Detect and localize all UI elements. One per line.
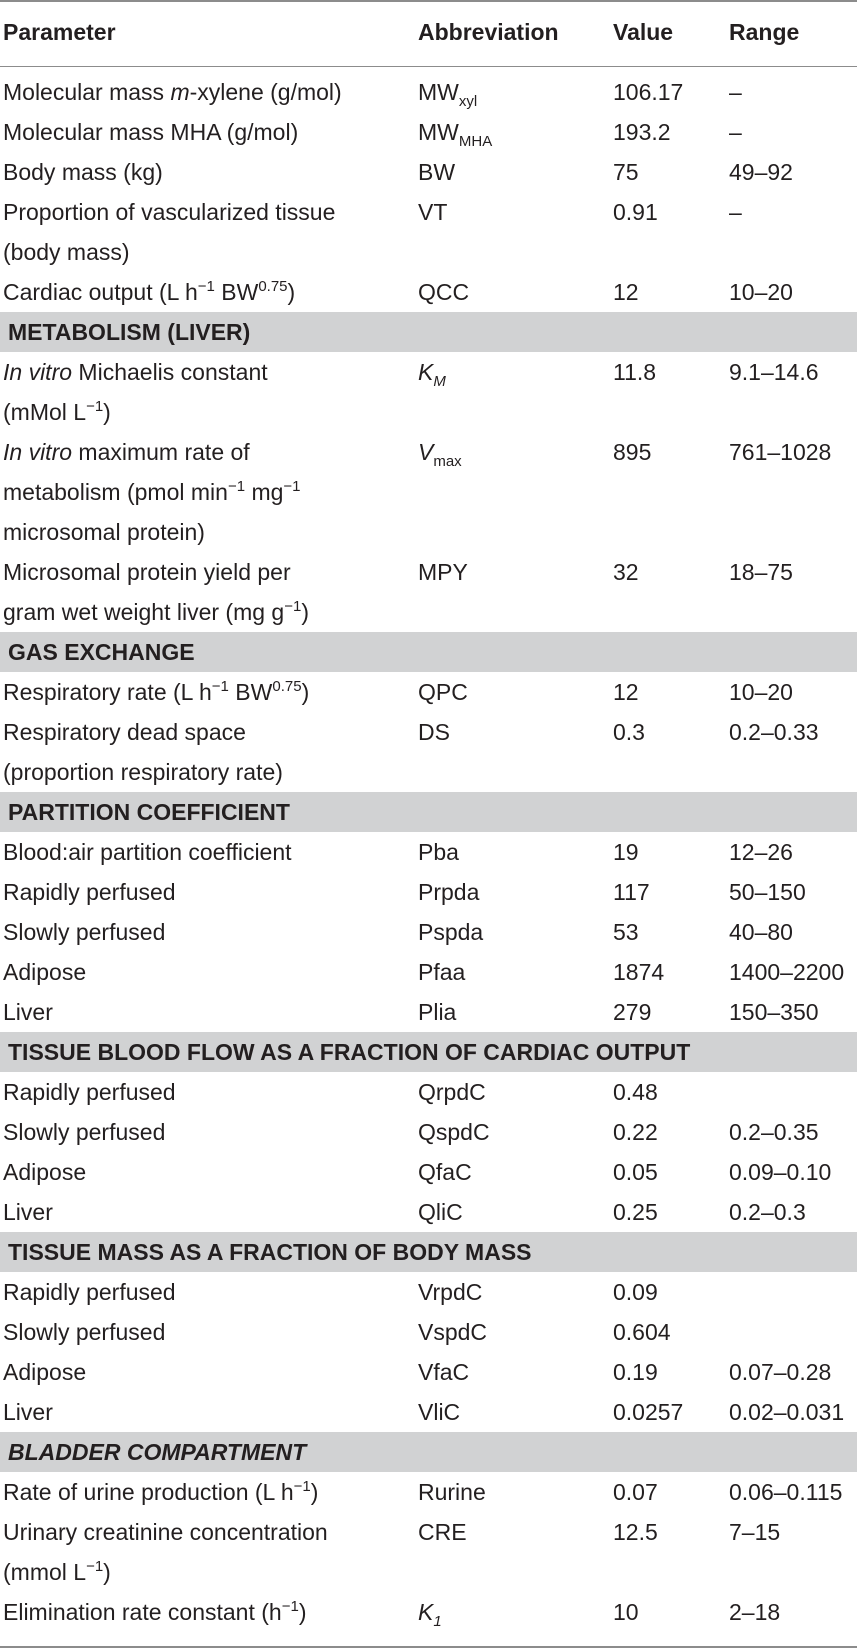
abbreviation-text: QPC [418, 679, 468, 705]
parameter-text: Michaelis constant [72, 359, 268, 385]
range-cell: 0.06–0.115 [729, 1479, 843, 1505]
table-row [0, 432, 857, 552]
parameter-text: ) [103, 1559, 111, 1585]
parameter-italic: m [170, 79, 190, 105]
table-row [0, 1472, 857, 1512]
range-cell: 1400–2200 [729, 959, 845, 985]
parameter-cell [3, 1112, 165, 1152]
parameter-superscript: −1 [283, 478, 301, 495]
range-cell: 40–80 [729, 919, 793, 945]
range-cell: 761–1028 [729, 439, 832, 465]
parameter-text: Adipose [3, 1159, 87, 1185]
parameter-text: Adipose [3, 1359, 87, 1385]
section-header [0, 632, 857, 672]
parameter-text: metabolism (pmol min [3, 479, 228, 505]
table-row [0, 1512, 857, 1592]
parameter-text: Elimination rate constant (h [3, 1599, 282, 1625]
section-title: PARTITION COEFFICIENT [8, 799, 290, 825]
value-cell: 0.604 [613, 1319, 671, 1345]
abbreviation-cell [418, 152, 455, 192]
parameter-text: (mmol L [3, 1559, 87, 1585]
parameter-text: Body mass (kg) [3, 159, 163, 185]
table-row [0, 832, 857, 872]
abbreviation-cell [418, 112, 492, 152]
parameter-superscript: −1 [293, 1478, 311, 1495]
range-cell: – [729, 119, 742, 145]
abbreviation-text: MPY [418, 559, 468, 585]
parameter-text: Proportion of vascularized tissue [3, 199, 336, 225]
abbreviation-cell [418, 192, 447, 232]
abbreviation-text: QfaC [418, 1159, 472, 1185]
header-row [0, 0, 857, 64]
value-cell: 117 [613, 879, 650, 905]
parameter-cell [3, 552, 309, 632]
abbreviation-text: VspdC [418, 1319, 488, 1345]
abbreviation-cell [418, 1192, 463, 1232]
parameter-cell [3, 192, 335, 272]
abbreviation-text: VrpdC [418, 1279, 483, 1305]
parameter-cell [3, 1312, 165, 1352]
parameter-text: Molecular mass MHA (g/mol) [3, 119, 299, 145]
abbreviation-cell [418, 272, 469, 312]
table-row [0, 1592, 857, 1632]
parameter-cell [3, 672, 309, 712]
range-cell: 9.1–14.6 [729, 359, 819, 385]
abbreviation-subscript: 1 [433, 1613, 442, 1630]
parameter-text: maximum rate of [72, 439, 250, 465]
abbreviation-cell [418, 952, 465, 992]
parameter-cell [3, 352, 268, 432]
section-header [0, 792, 857, 832]
parameter-superscript: −1 [86, 1558, 104, 1575]
value-cell: 895 [613, 439, 652, 465]
abbreviation-cell [418, 912, 483, 952]
section-header [0, 1432, 857, 1472]
parameter-cell [3, 152, 163, 192]
header-range: Range [729, 19, 800, 45]
parameter-cell [3, 1152, 86, 1192]
abbreviation-cell [418, 72, 477, 112]
abbreviation-text: DS [418, 719, 450, 745]
parameter-text: (mMol L [3, 399, 87, 425]
parameter-superscript: −1 [197, 278, 215, 295]
abbreviation-cell [418, 1352, 469, 1392]
range-cell: 50–150 [729, 879, 806, 905]
value-cell: 75 [613, 159, 639, 185]
abbreviation-text: VfaC [418, 1359, 470, 1385]
range-cell: 12–26 [729, 839, 793, 865]
parameter-italic: In vitro [3, 359, 73, 385]
parameter-cell [3, 712, 283, 792]
parameter-text: Urinary creatinine concentration [3, 1519, 328, 1545]
table-row [0, 1192, 857, 1232]
table-row [0, 1392, 857, 1432]
value-cell: 0.91 [613, 199, 658, 225]
range-cell: 0.07–0.28 [729, 1359, 832, 1385]
parameter-superscript: −1 [211, 678, 229, 695]
parameter-text: (body mass) [3, 239, 130, 265]
parameter-text: ) [301, 679, 310, 705]
parameter-text: Slowly perfused [3, 1119, 166, 1145]
parameter-cell [3, 1472, 318, 1512]
range-cell: – [729, 79, 742, 105]
table-row [0, 272, 857, 312]
parameter-text: ) [310, 1479, 319, 1505]
parameter-text: gram wet weight liver (mg g [3, 599, 285, 625]
range-cell: – [729, 199, 742, 225]
parameter-cell [3, 1272, 176, 1312]
value-cell: 12 [613, 679, 639, 705]
abbreviation-cell [418, 1072, 486, 1112]
section-title: TISSUE MASS AS A FRACTION OF BODY MASS [8, 1239, 532, 1265]
value-cell: 11.8 [613, 359, 657, 385]
value-cell: 0.09 [613, 1279, 658, 1305]
value-cell: 0.19 [613, 1359, 658, 1385]
value-cell: 0.22 [613, 1119, 658, 1145]
abbreviation-text: Rurine [418, 1479, 486, 1505]
header-value: Value [613, 19, 674, 45]
abbreviation-text: QspdC [418, 1119, 490, 1145]
range-cell: 0.2–0.3 [729, 1199, 806, 1225]
table-row [0, 352, 857, 432]
abbreviation-text: Plia [418, 999, 457, 1025]
parameter-superscript: −1 [86, 398, 104, 415]
parameter-text: Rapidly perfused [3, 1079, 176, 1105]
abbreviation-italic: K [418, 1599, 434, 1625]
parameter-superscript: −1 [281, 1598, 299, 1615]
section-title: TISSUE BLOOD FLOW AS A FRACTION OF CARDIAC OUTPUT [8, 1039, 691, 1065]
abbreviation-italic: V [418, 439, 434, 465]
abbreviation-cell [418, 832, 459, 872]
table-row [0, 712, 857, 792]
value-cell: 53 [613, 919, 639, 945]
range-cell: 0.2–0.35 [729, 1119, 819, 1145]
abbreviation-subscript: M [433, 373, 446, 390]
abbreviation-cell [418, 1272, 482, 1312]
parameter-text: Respiratory rate (L h [3, 679, 212, 705]
section-header [0, 312, 857, 352]
abbreviation-text: BW [418, 159, 456, 185]
abbreviation-cell [418, 352, 446, 392]
parameter-text: Blood:air partition coefficient [3, 839, 292, 865]
parameter-text: ) [298, 1599, 307, 1625]
value-cell: 19 [613, 839, 639, 865]
bottom-rule [0, 1646, 857, 1648]
value-cell: 0.25 [613, 1199, 658, 1225]
range-cell: 0.09–0.10 [729, 1159, 832, 1185]
abbreviation-cell [418, 552, 468, 592]
parameter-text: Cardiac output (L h [3, 279, 198, 305]
parameter-text: Slowly perfused [3, 1319, 166, 1345]
range-cell: 49–92 [729, 159, 793, 185]
table-row [0, 872, 857, 912]
section-title: BLADDER COMPARTMENT [8, 1439, 307, 1465]
value-cell: 279 [613, 999, 652, 1025]
parameter-superscript: −1 [227, 478, 246, 495]
value-cell: 193.2 [613, 119, 671, 145]
abbreviation-cell [418, 1512, 467, 1552]
parameter-text: ) [287, 279, 296, 305]
range-cell: 10–20 [729, 279, 793, 305]
abbreviation-cell [418, 1592, 442, 1632]
table-row [0, 992, 857, 1032]
table-row [0, 552, 857, 632]
parameter-cell [3, 272, 295, 312]
table-row [0, 952, 857, 992]
parameter-text: Rapidly perfused [3, 879, 176, 905]
abbreviation-cell [418, 1152, 472, 1192]
parameter-text: Molecular mass [3, 79, 171, 105]
abbreviation-text: MW [418, 79, 459, 105]
abbreviation-cell [418, 1312, 487, 1352]
abbreviation-subscript: xyl [458, 93, 478, 110]
parameter-text: -xylene (g/mol) [189, 79, 342, 105]
header-abbreviation: Abbreviation [418, 19, 559, 45]
value-cell: 1874 [613, 959, 665, 985]
parameter-text: (proportion respiratory rate) [3, 759, 283, 785]
section-header [0, 1032, 857, 1072]
abbreviation-cell [418, 1392, 460, 1432]
parameter-cell [3, 1352, 86, 1392]
parameter-cell [3, 872, 176, 912]
abbreviation-text: QliC [418, 1199, 463, 1225]
parameter-cell [3, 112, 298, 152]
table-row [0, 152, 857, 192]
abbreviation-subscript: MHA [458, 133, 493, 150]
value-cell: 12 [613, 279, 639, 305]
header-parameter: Parameter [3, 19, 116, 45]
range-cell: 0.2–0.33 [729, 719, 819, 745]
range-cell: 10–20 [729, 679, 793, 705]
table-row [0, 1312, 857, 1352]
table-row [0, 1072, 857, 1112]
section-header [0, 1232, 857, 1272]
table-row [0, 1152, 857, 1192]
parameter-text: Liver [3, 999, 53, 1025]
value-cell: 0.48 [613, 1079, 658, 1105]
parameter-text: BW [214, 279, 259, 305]
abbreviation-text: QrpdC [418, 1079, 486, 1105]
abbreviation-cell [418, 672, 468, 712]
parameter-cell [3, 1592, 306, 1632]
parameter-cell [3, 912, 165, 952]
abbreviation-cell [418, 712, 450, 752]
range-cell: 18–75 [729, 559, 793, 585]
value-cell: 10 [613, 1599, 639, 1625]
value-cell: 0.05 [613, 1159, 658, 1185]
parameter-text: microsomal protein) [3, 519, 205, 545]
table-row [0, 672, 857, 712]
parameter-text: mg [245, 479, 284, 505]
abbreviation-cell [418, 872, 479, 912]
table-row [0, 1352, 857, 1392]
section-title: GAS EXCHANGE [8, 639, 195, 665]
table-row [0, 192, 857, 272]
range-cell: 150–350 [729, 999, 819, 1025]
table-row [0, 72, 857, 112]
parameter-text: Rate of urine production (L h [3, 1479, 294, 1505]
parameter-text: Adipose [3, 959, 87, 985]
abbreviation-text: QCC [418, 279, 470, 305]
abbreviation-italic: K [418, 359, 434, 385]
abbreviation-cell [418, 1112, 490, 1152]
value-cell: 106.17 [613, 79, 684, 105]
parameter-text: Liver [3, 1199, 53, 1225]
abbreviation-cell [418, 1472, 486, 1512]
range-cell: 2–18 [729, 1599, 781, 1625]
parameter-cell [3, 1392, 53, 1432]
parameter-cell [3, 1512, 328, 1592]
header-rule [0, 66, 857, 67]
abbreviation-text: Prpda [418, 879, 480, 905]
parameter-text: ) [103, 399, 111, 425]
parameter-cell [3, 1072, 176, 1112]
value-cell: 12.5 [613, 1519, 658, 1545]
abbreviation-text: Pfaa [418, 959, 466, 985]
parameter-cell [3, 832, 292, 872]
table-row [0, 112, 857, 152]
value-cell: 0.0257 [613, 1399, 684, 1425]
parameter-text: Rapidly perfused [3, 1279, 176, 1305]
abbreviation-cell [418, 432, 462, 472]
parameter-superscript: 0.75 [272, 678, 302, 695]
parameter-superscript: −1 [284, 598, 302, 615]
value-cell: 0.07 [613, 1479, 658, 1505]
parameter-text: Microsomal protein yield per [3, 559, 291, 585]
table-row [0, 1272, 857, 1312]
table-row [0, 1112, 857, 1152]
abbreviation-text: MW [418, 119, 459, 145]
abbreviation-text: VT [418, 199, 448, 225]
parameter-text: BW [228, 679, 273, 705]
parameter-italic: In vitro [3, 439, 73, 465]
value-cell: 0.3 [613, 719, 645, 745]
abbreviation-cell [418, 992, 456, 1032]
abbreviation-text: CRE [418, 1519, 467, 1545]
table-row [0, 912, 857, 952]
abbreviation-text: Pspda [418, 919, 484, 945]
abbreviation-subscript: max [433, 453, 462, 470]
parameter-superscript: 0.75 [258, 278, 288, 295]
parameter-cell [3, 72, 342, 112]
parameter-text: Liver [3, 1399, 53, 1425]
parameter-cell [3, 992, 53, 1032]
range-cell: 7–15 [729, 1519, 781, 1545]
abbreviation-text: Pba [418, 839, 459, 865]
parameter-cell [3, 432, 301, 552]
value-cell: 32 [613, 559, 639, 585]
parameter-text: ) [301, 599, 309, 625]
range-cell: 0.02–0.031 [729, 1399, 845, 1425]
parameter-text: Slowly perfused [3, 919, 166, 945]
parameter-cell [3, 952, 86, 992]
parameter-text: Respiratory dead space [3, 719, 246, 745]
section-title: METABOLISM (LIVER) [8, 319, 251, 345]
parameter-cell [3, 1192, 53, 1232]
abbreviation-text: VliC [418, 1399, 461, 1425]
